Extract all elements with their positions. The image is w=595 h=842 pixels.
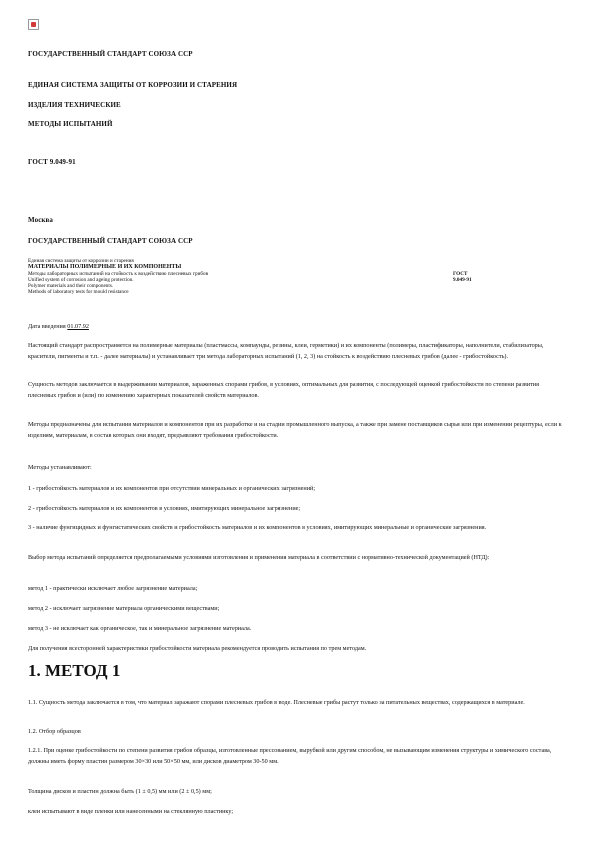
paragraph: 1.1. Сущность метода заключается в том, что материал заражают спорами плесневых грибов в воде. Плесневые грибы растут только за питательных веществах, содержащихся в материале. [28,699,525,706]
paragraph: Методы предназначены для испытания материалов и компонентов при их разработке и на стадии промышленного выпуска, а также при замене поставщиков сырья или при изменении рецептуры, если к изделиям, материалам, в состав которых они входят, предъявляют требования грибостойкости. [28,421,562,439]
paragraph: клеи испытывают в виде пленки или нанесенными на стеклянную пластинку; [28,808,234,815]
paragraph: 3 - наличие фунгицидных и фунгистатических свойств и грибостойкость материалов и их компонентов в условиях, имитирующих минеральные и органические загрязнения. [28,524,487,531]
paragraph: Выбор метода испытаний определяется предполагаемыми условиями изготовления и применения материала в соответствии с нормативно-технической документацией (НТД): [28,554,490,561]
standard-header-block [28,258,558,296]
header-line: Polymer materials and their components. [28,283,114,290]
introduction-date-value: 01.07.92 [67,323,89,330]
header-gost-code: 9.049-91 [453,276,472,283]
paragraph: Настоящий стандарт распространяется на полимерные материалы (пластмассы, компаунды, резины, клеи, герметики) и их компоненты (полимеры, пластификаторы, наполнители, стабилизаторы, красители, пигменты и т.п. - далее материалы) и устанавливает три метода лабораторных испытаний (1, 2, 3) на стойкость к воздействию плесневых грибов (далее - грибостойкость). [28,342,544,360]
header-gost-label: ГОСТ [453,270,468,277]
header-line: Методы лабораторных испытаний на стойкость к воздействию плесневых грибов [28,270,209,277]
header-line: МАТЕРИАЛЫ ПОЛИМЕРНЫЕ И ИХ КОМПОНЕНТЫ [28,264,182,271]
section-heading: 1. МЕТОД 1 [28,661,121,680]
header-line: Unified system of corrosion and ageing protection. [28,276,134,283]
paragraph: Сущность методов заключается в выдерживании материалов, зараженных спорами грибов, в условиях, оптимальных для развития, с последующей оценкой грибостойкости по степени развития плесневых грибов и (или) по изменению характерных показателей свойств материалов. [28,381,539,399]
paragraph: метод 1 - практически исключает любое загрязнение материала; [28,585,198,592]
header-line: Единая система защиты от коррозии и старения [28,258,134,264]
title-unified-system: ЕДИНАЯ СИСТЕМА ЗАЩИТЫ ОТ КОРРОЗИИ И СТАРЕНИЯ [28,81,238,89]
paragraph: Толщина дисков и пластин должна быть (1 ± 0,5) мм или (2 ± 0,5) мм; [28,788,212,795]
gost-code: ГОСТ 9.049-91 [28,158,76,166]
title-state-standard: ГОСУДАРСТВЕННЫЙ СТАНДАРТ СОЮЗА ССР [28,50,193,58]
paragraph: Методы устанавливают: [28,464,92,471]
introduction-date [28,321,568,332]
title-state-standard-2: ГОСУДАРСТВЕННЫЙ СТАНДАРТ СОЮЗА ССР [28,237,193,245]
introduction-date-label: Дата введения [28,323,66,330]
title-technical-products: ИЗДЕЛИЯ ТЕХНИЧЕСКИЕ [28,101,121,109]
paragraph: метод 2 - исключает загрязнение материала органическими веществами; [28,605,220,612]
paragraph: 2 - грибостойкость материалов и их компонентов в условиях, имитирующих минеральное загрязнение; [28,505,301,512]
paragraph: 1.2.1. При оценке грибостойкости по степени развития грибов образцы, изготовленные прессованием, вырубкой или другим способом, не вызывающим изменения структуры и химического состава, должны иметь форму пластин размером 30×30 или 50×50 мм, или дисков диаметром 30-50 мм. [28,747,552,765]
header-line: Methods of laboratory tests for mould resistance [28,289,129,296]
city: Москва [28,216,54,224]
title-test-methods: МЕТОДЫ ИСПЫТАНИЙ [28,120,113,128]
paragraph: метод 3 - не исключает как органическое, так и минеральное загрязнение материала. [28,625,252,632]
paragraph: Для получения всесторонней характеристики грибостойкости материала рекомендуется проводить испытания по трем методам. [28,645,367,652]
broken-image-icon [28,19,39,30]
paragraph: 1 - грибостойкость материалов и их компонентов при отсутствии минеральных и органических загрязнений; [28,485,316,492]
subsection-heading: 1.2. Отбор образцов [28,728,81,735]
